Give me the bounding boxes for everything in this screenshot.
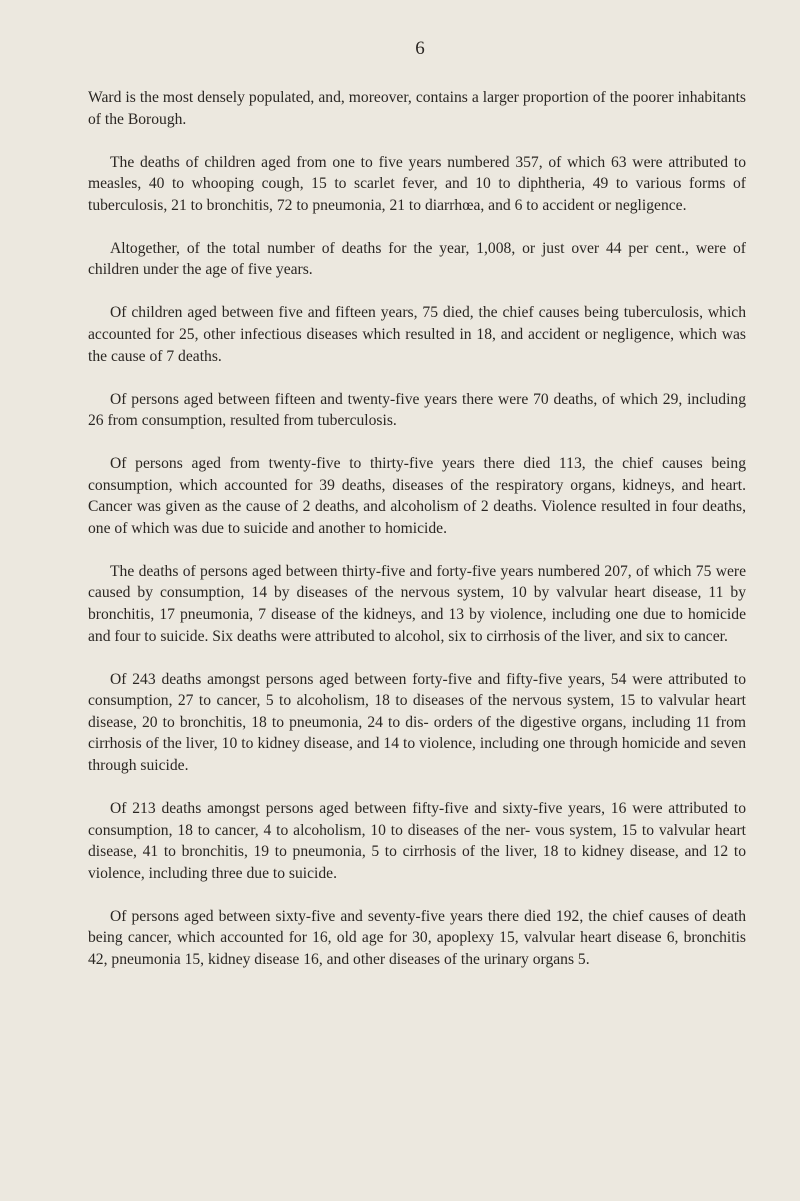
paragraph-forty-five-to-fifty-five: Of 243 deaths amongst persons aged between forty-five and fifty-five years, 54 were attributed to consumption, 27 to cancer, 5 to alcoholism, 18 to diseases of the nervous system, 15 to valvular heart disease, 20 to bronchitis, 18 to pneumonia, 24 to dis- orders of the digestive organs, including 11 from cirrhosis of the liver, 10 to kidney disease, and 14 to violence, including one through homicide and seven through suicide. — [88, 670, 746, 774]
paragraph-five-to-fifteen: Of children aged between five and fifteen years, 75 died, the chief causes being tuberculosis, which accounted for 25, other infectious diseases which resulted in 18, and accident or negligence, which was the cause of 7 deaths. — [88, 304, 746, 365]
body-text — [88, 87, 746, 992]
paragraph-ward-population: Ward is the most densely populated, and, moreover, contains a larger proportion of the poorer inhabitants of the Borough. — [88, 89, 746, 128]
paragraph-fifty-five-to-sixty-five: Of 213 deaths amongst persons aged between fifty-five and sixty-five years, 16 were attributed to consumption, 18 to cancer, 4 to alcoholism, 10 to diseases of the ner- vous system, 15 to valvular heart disease, 41 to bronchitis, 19 to pneumonia, 5 to cirrhosis of the liver, 18 to kidney disease, and 12 to violence, including three due to suicide. — [88, 799, 746, 882]
paragraph-fifteen-to-twenty-five: Of persons aged between fifteen and twenty-five years there were 70 deaths, of which 29, including 26 from consumption, resulted from tuberculosis. — [88, 390, 746, 430]
paragraph-sixty-five-to-seventy-five: Of persons aged between sixty-five and seventy-five years there died 192, the chief causes of death being cancer, which accounted for 16, old age for 30, apoplexy 15, valvular heart disease 6, bronchitis 42, pneumonia 15, kidney disease 16, and other diseases of the urinary organs 5. — [88, 907, 746, 968]
paragraph-twenty-five-to-thirty-five: Of persons aged from twenty-five to thirty-five years there died 113, the chief causes being consumption, which accounted for 39 deaths, diseases of the respiratory organs, kidneys, and heart. Cancer was given as the cause of 2 deaths, and alcoholism of 2 deaths. Violence resulted in four deaths, one of which was due to suicide and another to homicide. — [88, 455, 746, 537]
paragraph-under-five-total: Altogether, of the total number of deaths for the year, 1,008, or just over 44 per cent., were of children under the age of five years. — [88, 239, 746, 279]
paragraph-children-one-to-five: The deaths of children aged from one to five years numbered 357, of which 63 were attributed to measles, 40 to whooping cough, 15 to scarlet fever, and 10 to diphtheria, 49 to various forms of tuberculosis, 21 to bronchitis, 72 to pneumonia, 21 to diarrhœa, and 6 to accident or negligence. — [88, 153, 746, 214]
page-number: 6 — [415, 38, 425, 59]
paragraph-thirty-five-to-forty-five: The deaths of persons aged between thirty-five and forty-five years numbered 207, of which 75 were caused by consumption, 14 by diseases of the nervous system, 10 by valvular heart disease, 11 by bronchitis, 17 pneumonia, 7 disease of the kidneys, and 13 by violence, including one due to homicide and four to suicide. Six deaths were attributed to alcohol, six to cirrhosis of the liver, and six to cancer. — [88, 562, 746, 645]
